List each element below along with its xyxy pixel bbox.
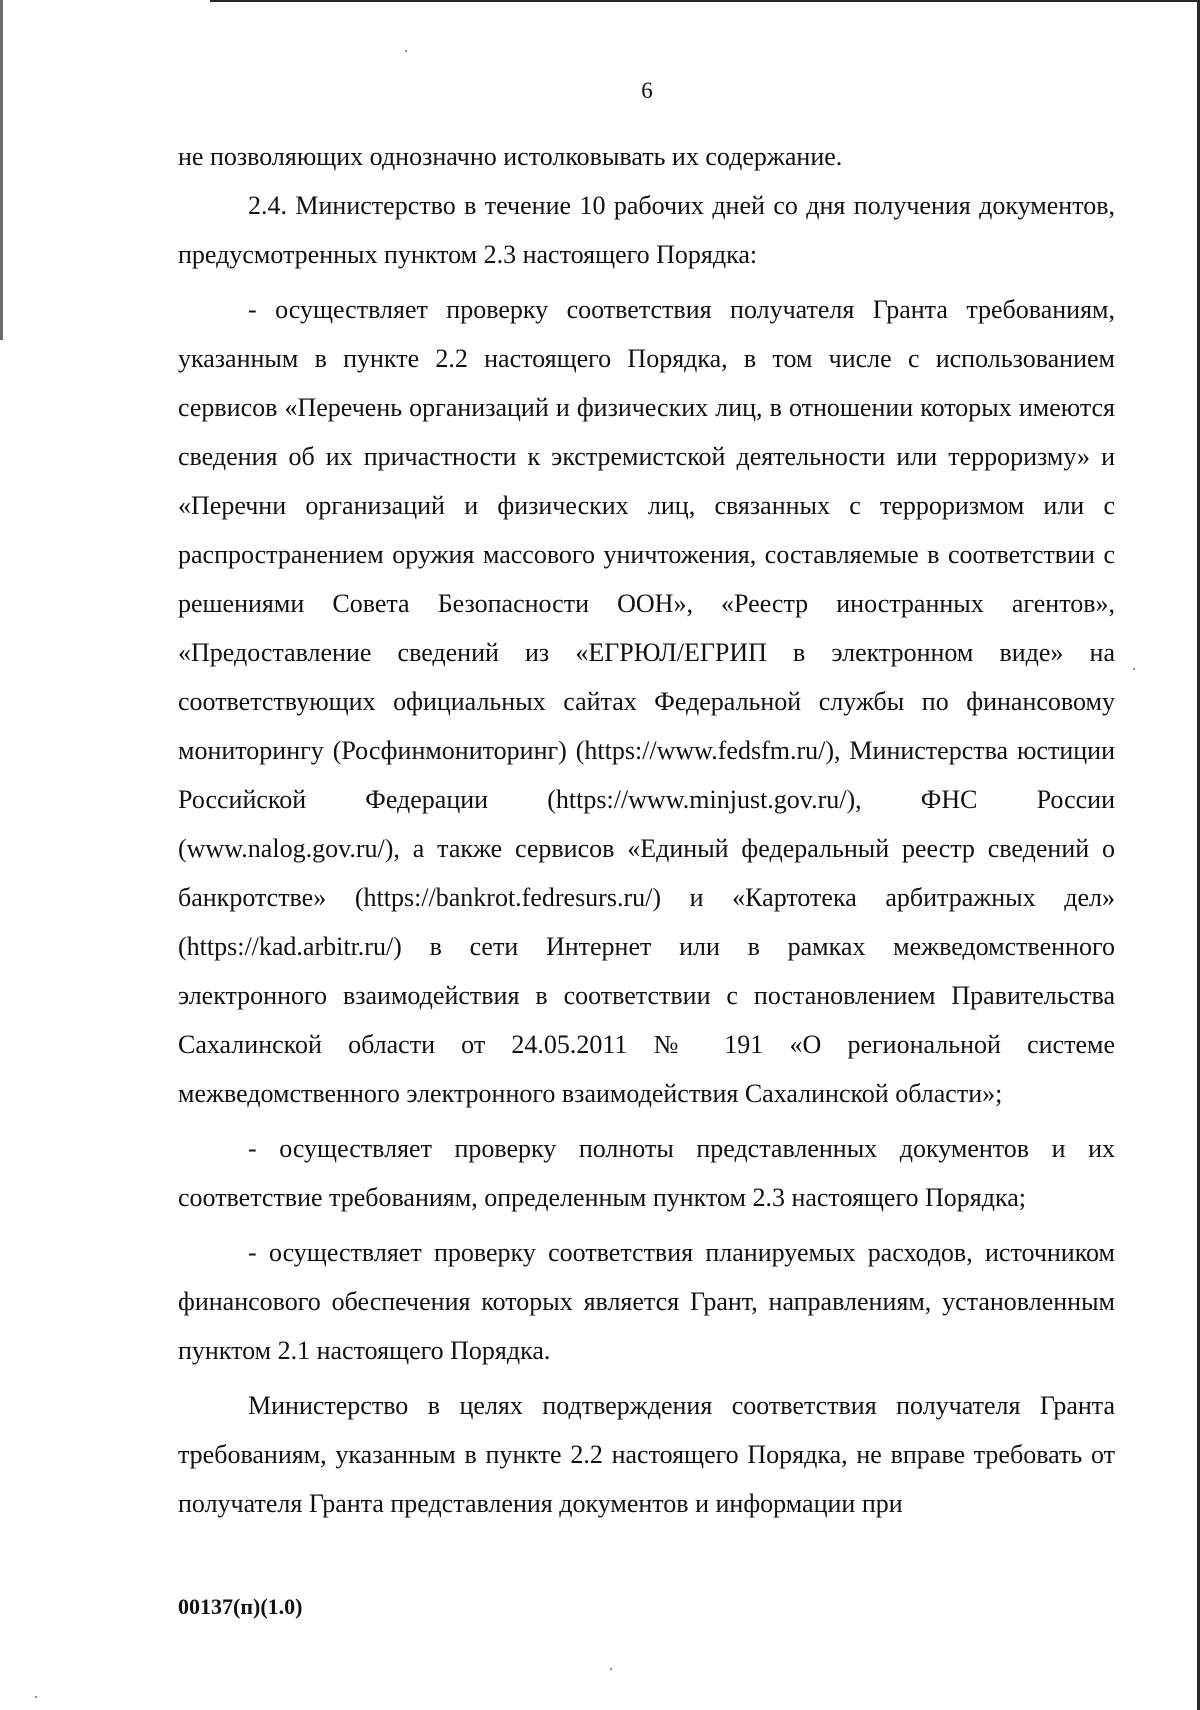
document-code: 00137(п)(1.0) xyxy=(178,1594,303,1619)
paragraph-ministry-restriction: Министерство в целях подтверждения соответствия получателя Гранта требованиям, указанным в пункте 2.2 настоящего Порядка, не вправе требовать от получателя Гранта представления документов и информации при xyxy=(178,1391,1115,1518)
document-body xyxy=(178,132,1115,1528)
page-number: 6 xyxy=(641,78,653,103)
paragraph-continuation: не позволяющих однозначно истолковывать их содержание. xyxy=(178,142,843,171)
scan-edge-left xyxy=(0,0,3,340)
scan-edge-top xyxy=(210,0,1200,2)
paragraph-check-expenses: - осуществляет проверку соответствия планируемых расходов, источником финансового обеспечения которых является Грант, направлениям, установленным пунктом 2.1 настоящего Порядка. xyxy=(178,1238,1115,1365)
scan-speck xyxy=(1133,668,1135,670)
scan-speck xyxy=(35,1696,37,1698)
paragraph-section-2-4: 2.4. Министерство в течение 10 рабочих дней со дня получения документов, предусмотренных пунктом 2.3 настоящего Порядка: xyxy=(178,191,1115,269)
paragraph-check-completeness: - осуществляет проверку полноты представленных документов и их соответствие требованиям, определенным пунктом 2.3 настоящего Порядка; xyxy=(178,1134,1115,1212)
scan-speck xyxy=(610,1668,612,1670)
scan-speck xyxy=(405,50,407,52)
paragraph-check-requirements: - осуществляет проверку соответствия получателя Гранта требованиям, указанным в пункте 2.2 настоящего Порядка, в том числе с использованием сервисов «Перечень организаций и физических лиц, в отношении которых имеются сведения об их причастности к экстремистской деятельности или терроризму» и «Перечни организаций и физических лиц, связанных с терроризмом или с распространением оружия массового уничтожения, составляемые в соответствии с решениями Совета Безопасности ООН», «Реестр иностранных агентов», «Предоставление сведений из «ЕГРЮЛ/ЕГРИП в электронном виде» на соответствующих официальных сайтах Федеральной службы по финансовому мониторингу (Росфинмониторинг) (https://www.fedsfm.ru/), Министерства юстиции Российской Федерации (https://www.minjust.gov.ru/), ФНС России (www.nalog.gov.ru/), а также сервисов «Единый федеральный реестр сведений о банкротстве» (https://bankrot.fedresurs.ru/) и «Картотека арбитражных дел» (https://kad.arbitr.ru/) в сети Интернет или в рамках межведомственного электронного взаимодействия в соответствии с постановлением Правительства Сахалинской области от 24.05.2011 № 191 «О региональной системе межведомственного электронного взаимодействия Сахалинской области»; xyxy=(178,295,1115,1108)
